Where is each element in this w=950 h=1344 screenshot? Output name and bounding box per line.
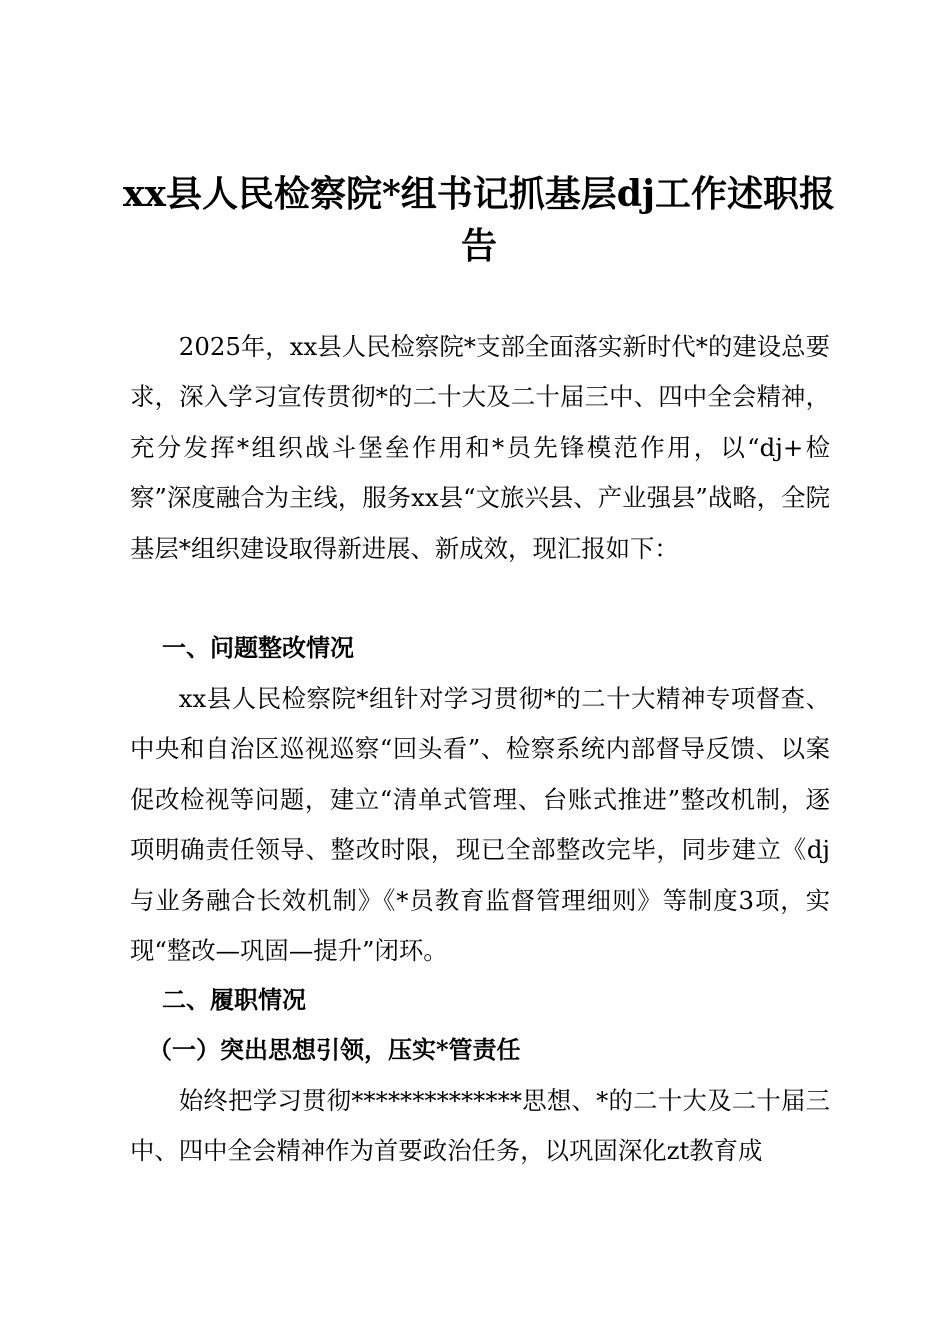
intro-paragraph: 2025年，xx县人民检察院*支部全面落实新时代*的建设总要求，深入学习宣传贯彻*的二十大及二十届三中、四中全会精神，充分发挥*组织战斗堡垒作用和*员先锋模范作用，以“dj+检察”深度融合为主线，服务xx县“文旅兴县、产业强县”战略，全院基层*组织建设取得新进展、新成效，现汇报如下：: [130, 332, 830, 563]
section-1-paragraph: xx县人民检察院*组针对学习贯彻*的二十大精神专项督查、中央和自治区巡视巡察“回头看”、检察系统内部督导反馈、以案促改检视等问题，建立“清单式管理、台账式推进”整改机制，逐项明确责任领导、整改时限，现已全部整改完毕，同步建立《dj与业务融合长效机制》《*员教育监督管理细则》等制度3项，实现“整改—巩固—提升”闭环。: [130, 684, 830, 966]
section-heading-1: 一、问题整改情况: [162, 634, 354, 662]
subsection-heading-1: （一）突出思想引领，压实*管责任: [148, 1035, 521, 1064]
section-heading-2: 二、履职情况: [162, 986, 306, 1014]
subsection-1-paragraph: 始终把学习贯彻**************思想、*的二十大及二十届三中、四中全会精神作为首要政治任务，以巩固深化zt教育成: [130, 1086, 830, 1166]
document-title: xx县人民检察院*组书记抓基层dj工作述职报告: [123, 173, 835, 267]
